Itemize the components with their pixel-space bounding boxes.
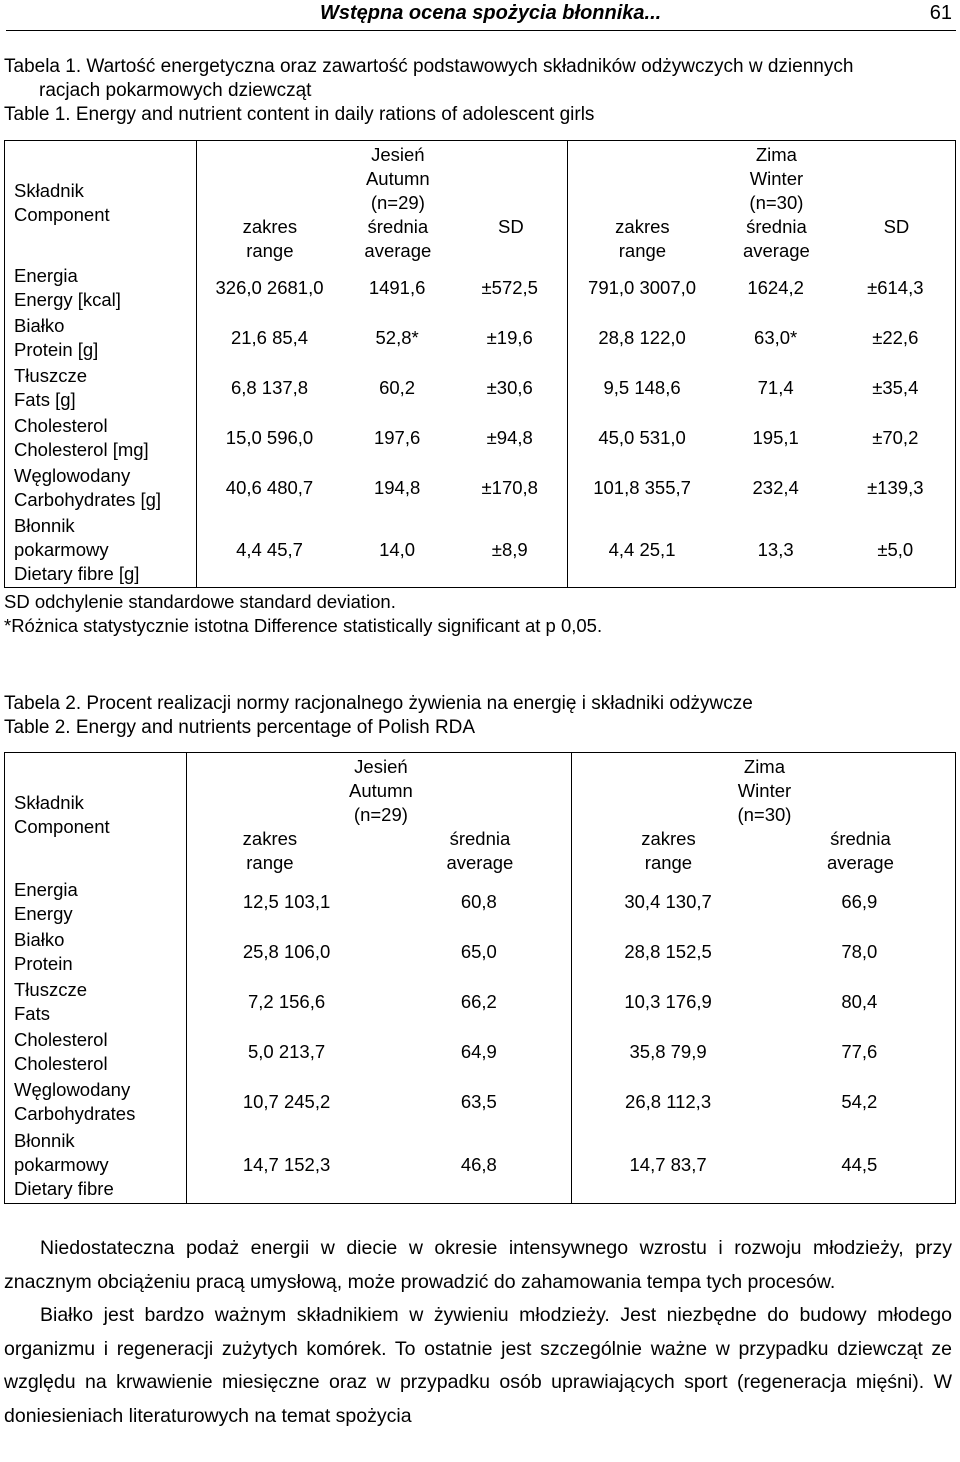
cell: 1491,6 — [368, 277, 426, 298]
row-label: Błonnik pokarmowy Dietary fibre — [5, 1127, 187, 1203]
cell: 28,8 122,0 — [598, 327, 686, 348]
winter-average-header: średnia average — [742, 216, 810, 261]
cell: 46,8 — [386, 1127, 572, 1203]
cell: 13,3 — [757, 538, 794, 560]
row-label: Białko Protein — [5, 927, 187, 977]
cell: 14,7 152,3 — [242, 1153, 331, 1175]
cell: 54,2 — [841, 1091, 878, 1112]
table-row — [5, 263, 956, 313]
cell: 1624,2 — [747, 277, 804, 298]
paragraph-protein: Białko jest bardzo ważnym składnikiem w żywieniu młodzieży. Jest niezbędne do budowy młodego organizmu i regeneracji zużytych komórek. To ostatnie jest szczególnie ważne w przypadku dziewcząt ze względu na krwawienie miesięczne oraz w przypadku osób uprawiających sport (regeneracja mięśni). W doniesieniach literaturowych na temat spożycia — [4, 1304, 952, 1427]
table1-caption-pl-cont: racjach pokarmowych dziewcząt — [39, 80, 312, 101]
cell: 4,4 25,1 — [608, 538, 676, 560]
cell: 197,6 — [373, 427, 421, 448]
winter-header: Zima Winter (n=30) — [749, 144, 804, 213]
table2-component-header: Składnik Component — [5, 753, 187, 878]
cell: ±30,6 — [452, 363, 568, 413]
cell: 195,1 — [752, 427, 799, 448]
winter-range-header: zakres range — [641, 828, 696, 873]
row-label: Energia Energy — [5, 877, 187, 927]
table-row — [5, 313, 956, 363]
cell: 12,5 103,1 — [242, 891, 331, 912]
running-title: Wstępna ocena spożycia błonnika... — [320, 2, 662, 24]
cell: ±139,3 — [867, 477, 924, 498]
cell: 52,8* — [375, 327, 419, 348]
cell: ±22,6 — [872, 327, 919, 348]
cell: 71,4 — [757, 377, 794, 398]
cell: 66,2 — [386, 977, 572, 1027]
row-label: Białko Protein [g] — [5, 313, 197, 363]
table-row — [5, 363, 956, 413]
paragraph-energy: Niedostateczna podaż energii w diecie w okresie intensywnego wzrostu i rozwoju młodzieży, przy znacznym obciążeniu pracą umysłową, może prowadzić do zahamowania tempa tych procesów. — [4, 1237, 952, 1293]
table1-header-row — [5, 141, 956, 264]
table1-autumn-group — [196, 141, 568, 264]
table2-caption-en: Table 2. Energy and nutrients percentage of Polish RDA — [4, 717, 476, 738]
table-row — [5, 463, 956, 513]
cell: ±94,8 — [452, 413, 568, 463]
table1-component-header: Składnik Component — [5, 141, 197, 264]
cell: 40,6 480,7 — [225, 477, 314, 498]
table1 — [4, 140, 956, 588]
table2-caption-pl: Tabela 2. Procent realizacji normy racjonalnego żywienia na energię i składniki odżywcze — [4, 693, 753, 714]
cell: 30,4 130,7 — [624, 891, 712, 912]
table1-note-sd: SD odchylenie standardowe standard deviation. — [4, 591, 396, 612]
row-label: Błonnik pokarmowy Dietary fibre [g] — [5, 513, 197, 587]
table1-note-significance: *Różnica statystycznie istotna Difference statistically significant at p 0,05. — [4, 615, 603, 636]
autumn-range-header: zakres range — [242, 216, 298, 261]
cell: ±19,6 — [452, 313, 568, 363]
cell: ±614,3 — [867, 277, 924, 298]
cell: 791,0 3007,0 — [588, 277, 697, 298]
cell: 15,0 596,0 — [225, 427, 314, 448]
autumn-range-header: zakres range — [242, 828, 298, 873]
autumn-average-header: średnia average — [446, 828, 514, 873]
row-label: Cholesterol Cholesterol [mg] — [5, 413, 197, 463]
cell: 14,0 — [379, 538, 416, 560]
autumn-header: Jesień Autumn (n=29) — [365, 144, 430, 213]
autumn-sd-header: SD — [498, 216, 524, 237]
cell: 101,8 355,7 — [593, 477, 691, 498]
cell: 326,0 2681,0 — [215, 277, 324, 298]
cell: 25,8 106,0 — [242, 941, 331, 962]
cell: 21,6 85,4 — [230, 327, 309, 348]
row-label: Tłuszcze Fats [g] — [5, 363, 197, 413]
cell: 7,2 156,6 — [247, 991, 326, 1012]
cell: 45,0 531,0 — [598, 427, 686, 448]
table2 — [4, 752, 956, 1204]
table-row — [5, 1027, 956, 1077]
table-row — [5, 977, 956, 1027]
cell: ±8,9 — [452, 513, 568, 587]
cell: 63,5 — [386, 1077, 572, 1127]
winter-average-header: średnia average — [827, 828, 894, 873]
table2-header-row — [5, 753, 956, 878]
header-rule — [6, 30, 956, 31]
row-label: Węglowodany Carbohydrates — [5, 1077, 187, 1127]
cell: 65,0 — [386, 927, 572, 977]
cell: ±35,4 — [872, 377, 919, 398]
cell: 10,7 245,2 — [242, 1091, 331, 1112]
table-row — [5, 927, 956, 977]
cell: 44,5 — [841, 1153, 878, 1175]
cell: 77,6 — [841, 1041, 878, 1062]
row-label: Cholesterol Cholesterol — [5, 1027, 187, 1077]
cell: 5,0 213,7 — [247, 1041, 326, 1062]
cell: ±5,0 — [877, 538, 914, 560]
cell: 35,8 79,9 — [629, 1041, 707, 1062]
table-row — [5, 413, 956, 463]
cell: 60,8 — [386, 877, 572, 927]
winter-range-header: zakres range — [615, 216, 670, 261]
table1-caption-en: Table 1. Energy and nutrient content in daily rations of adolescent girls — [4, 104, 595, 125]
table-row — [5, 1077, 956, 1127]
cell: 60,2 — [379, 377, 416, 398]
winter-sd-header: SD — [883, 216, 910, 237]
cell: 9,5 148,6 — [603, 377, 681, 398]
cell: 26,8 112,3 — [625, 1091, 712, 1112]
table1-caption-pl: Tabela 1. Wartość energetyczna oraz zawartość podstawowych składników odżywczych w dziennych — [4, 56, 854, 77]
page-header — [0, 0, 960, 32]
row-label: Energia Energy [kcal] — [5, 263, 197, 313]
cell: 80,4 — [841, 991, 878, 1012]
autumn-average-header: średnia average — [364, 216, 432, 261]
cell: 66,9 — [841, 891, 878, 912]
row-label: Węglowodany Carbohydrates [g] — [5, 463, 197, 513]
table1-winter-group — [568, 141, 956, 264]
table-row — [5, 1127, 956, 1203]
table-row — [5, 877, 956, 927]
autumn-header: Jesień Autumn (n=29) — [349, 756, 413, 825]
cell: 78,0 — [841, 941, 878, 962]
cell: 10,3 176,9 — [624, 991, 712, 1012]
cell: 232,4 — [752, 477, 799, 498]
cell: ±572,5 — [452, 263, 568, 313]
cell: 28,8 152,5 — [624, 941, 712, 962]
cell: 64,9 — [386, 1027, 572, 1077]
cell: 194,8 — [373, 477, 421, 498]
cell: 63,0* — [754, 327, 798, 348]
table2-autumn-group — [186, 753, 572, 878]
table2-winter-group — [572, 753, 956, 878]
cell: ±70,2 — [872, 427, 919, 448]
body-text — [4, 1232, 952, 1433]
table-row — [5, 513, 956, 587]
row-label: Tłuszcze Fats — [5, 977, 187, 1027]
cell: ±170,8 — [452, 463, 568, 513]
cell: 4,4 45,7 — [236, 538, 303, 560]
cell: 6,8 137,8 — [230, 377, 309, 398]
cell: 14,7 83,7 — [629, 1153, 707, 1175]
winter-header: Zima Winter (n=30) — [737, 756, 792, 825]
page-number: 61 — [929, 2, 952, 24]
